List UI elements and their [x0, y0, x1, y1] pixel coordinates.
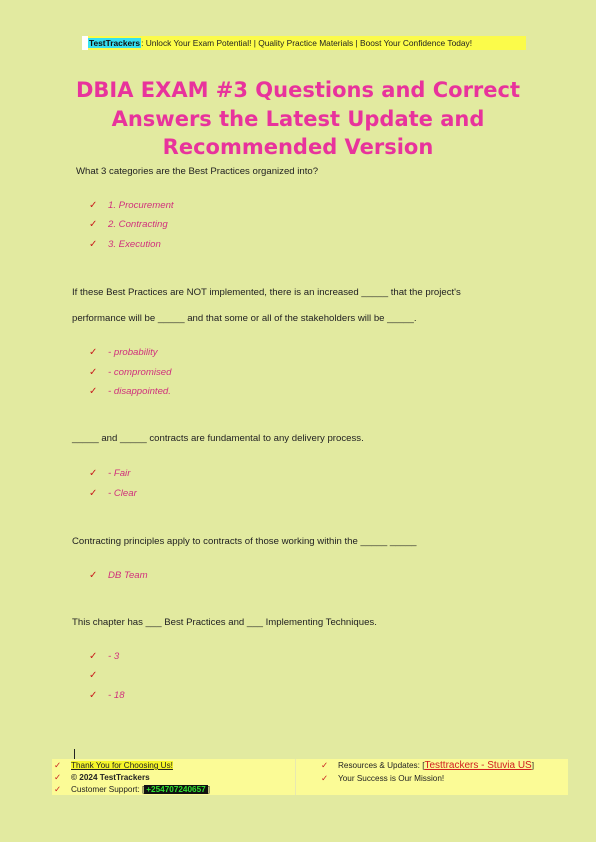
- answer-item: [89, 488, 137, 499]
- brand-name: TestTrackers: [89, 38, 141, 48]
- footer: [52, 759, 568, 795]
- answer-item: [89, 200, 174, 211]
- answer-text: - compromised: [108, 367, 172, 378]
- answer-text: - disappointed.: [108, 386, 171, 397]
- checkmark-icon: ✓: [89, 468, 98, 479]
- checkmark-icon: ✓: [89, 488, 98, 499]
- support-close: ]: [207, 785, 210, 794]
- copyright-text: © 2024 TestTrackers: [71, 773, 150, 782]
- question-1: What 3 categories are the Best Practices organized into?: [76, 166, 319, 177]
- text-cursor: [74, 749, 75, 759]
- answer-item: [89, 367, 171, 378]
- support-phone[interactable]: +254707240657: [146, 785, 206, 794]
- footer-mission: [321, 773, 444, 784]
- answer-text: - Fair: [108, 468, 131, 479]
- checkmark-icon: ✓: [54, 784, 62, 794]
- question-5: This chapter has ___ Best Practices and ___ Implementing Techniques.: [72, 617, 377, 628]
- checkmark-icon: ✓: [89, 651, 98, 662]
- thanks-text: Thank You for Choosing Us!: [71, 761, 173, 770]
- checkmark-icon: ✓: [89, 670, 98, 681]
- answer-item: [89, 219, 168, 230]
- checkmark-icon: ✓: [54, 760, 62, 770]
- resources-link[interactable]: Testtrackers - Stuvia US: [424, 760, 532, 771]
- answer-text: DB Team: [108, 570, 148, 581]
- answer-text: - 18: [108, 690, 125, 701]
- answer-item: [89, 239, 161, 250]
- answer-item: [89, 670, 108, 681]
- support-label: Customer Support: [: [71, 785, 145, 794]
- checkmark-icon: ✓: [89, 219, 98, 230]
- answer-item: [89, 347, 158, 358]
- footer-support: [54, 784, 210, 795]
- answer-text: 2. Contracting: [108, 219, 168, 230]
- checkmark-icon: ✓: [54, 772, 62, 782]
- answer-text: - Clear: [108, 488, 137, 499]
- answer-text: - probability: [108, 347, 158, 358]
- answer-text: - 3: [108, 651, 120, 662]
- checkmark-icon: ✓: [321, 773, 329, 783]
- checkmark-icon: ✓: [89, 690, 98, 701]
- question-2-line-2: performance will be _____ and that some or all of the stakeholders will be _____.: [72, 313, 417, 324]
- answer-item: [89, 570, 148, 581]
- resources-label: Resources & Updates: [: [338, 761, 425, 770]
- header-banner: [82, 36, 526, 50]
- banner-tagline: : Unlock Your Exam Potential! | Quality Practice Materials | Boost Your Confidence Today!: [141, 38, 473, 48]
- answer-text: 1. Procurement: [108, 200, 174, 211]
- footer-resources: [321, 760, 534, 771]
- answer-text: 3. Execution: [108, 239, 161, 250]
- checkmark-icon: ✓: [89, 570, 98, 581]
- question-4: Contracting principles apply to contracts of those working within the _____ _____: [72, 536, 417, 547]
- mission-text: Your Success is Our Mission!: [338, 774, 445, 783]
- checkmark-icon: ✓: [89, 200, 98, 211]
- checkmark-icon: ✓: [89, 386, 98, 397]
- checkmark-icon: ✓: [89, 367, 98, 378]
- answer-item: [89, 468, 130, 479]
- resources-close: ]: [531, 761, 535, 770]
- title-line-3: Recommended Version: [162, 135, 434, 159]
- answer-item: [89, 690, 125, 701]
- answer-item: [89, 386, 171, 397]
- page-title: [66, 76, 530, 162]
- title-line-2: Answers the Latest Update and: [111, 106, 485, 131]
- title-line-1: DBIA EXAM #3 Questions and Correct: [75, 78, 521, 102]
- footer-divider: [295, 759, 296, 795]
- footer-thanks: [54, 760, 173, 771]
- question-2-line-1: If these Best Practices are NOT implemented, there is an increased _____ that the project's: [72, 287, 461, 298]
- footer-copyright: [54, 772, 150, 783]
- checkmark-icon: ✓: [89, 347, 98, 358]
- answer-item: [89, 651, 119, 662]
- checkmark-icon: ✓: [321, 760, 329, 770]
- question-3: _____ and _____ contracts are fundamental to any delivery process.: [72, 433, 364, 444]
- checkmark-icon: ✓: [89, 239, 98, 250]
